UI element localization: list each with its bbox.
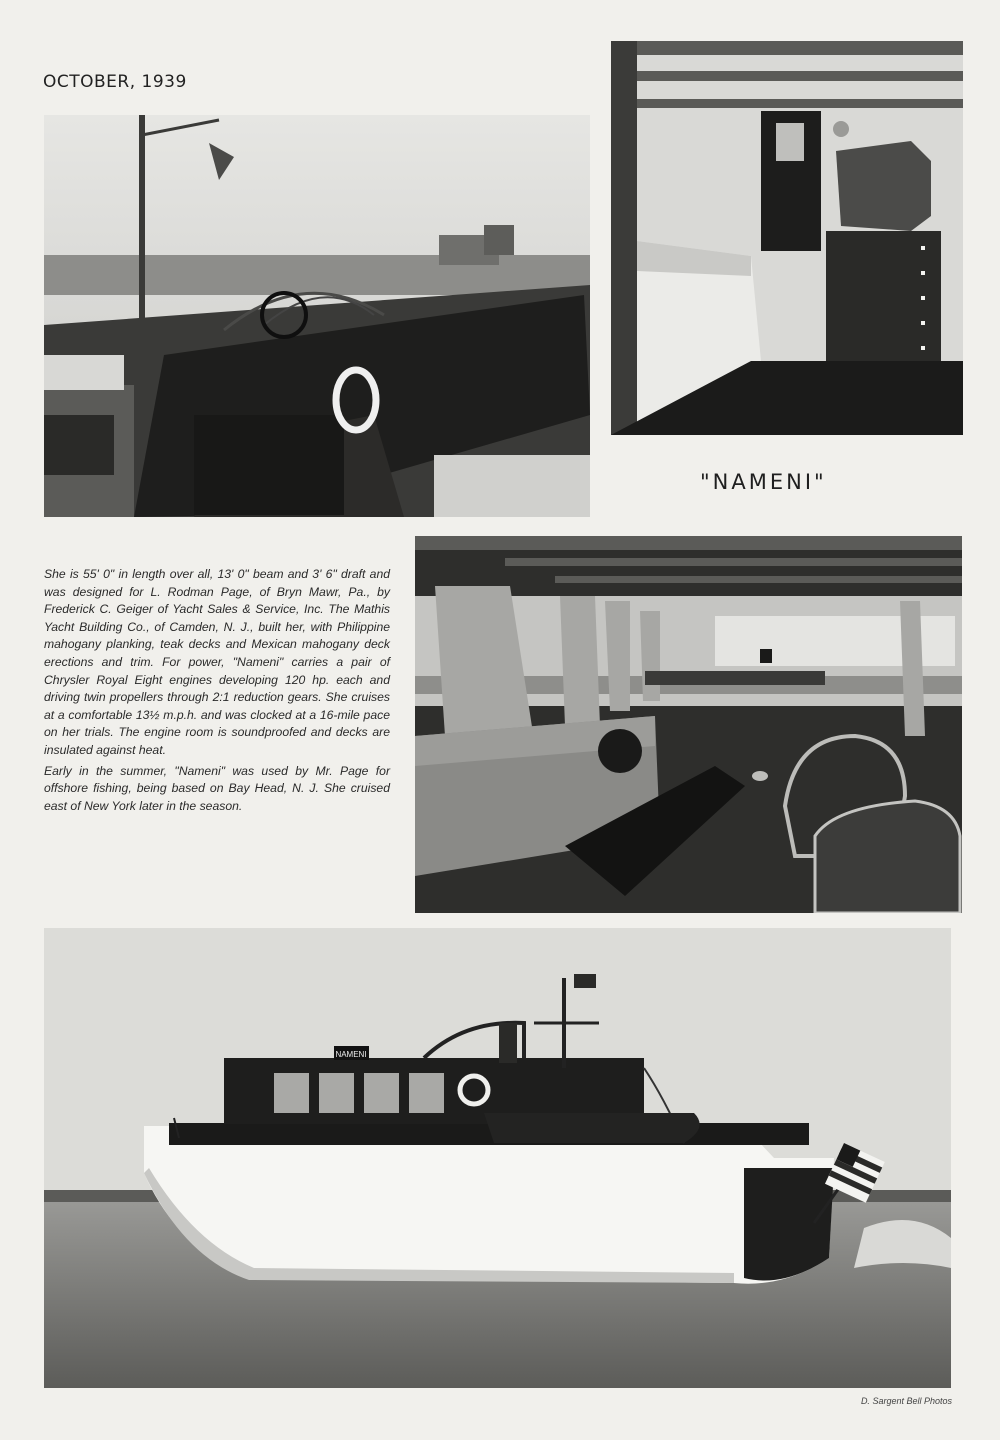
date-line: OCTOBER, 1939 bbox=[43, 72, 187, 92]
photo-credit: D. Sargent Bell Photos bbox=[860, 1396, 952, 1406]
deck-cockpit-photo bbox=[44, 115, 590, 517]
article-paragraph: She is 55' 0" in length over all, 13' 0" beam and 3' 6" draft and was designed for L. Rodman Page, of Bryn Mawr, Pa., by Frederick C. Geiger of Yacht Sales & Service, Inc. The Mathis Yacht Building Co., of Camden, N. J., built her, with Philippine mahogany planking, teak decks and Mexican mahogany deck erections and trim. For power, "Nameni" carries a pair of Chrysler Royal Eight engines developing 120 hp. each and driving twin propellers through 2:1 reduction gears. She cruises at a comfortable 13½ m.p.h. and was clocked at a 16-mile pace on her trials. The engine room is soundproofed and decks are insulated against heat. bbox=[44, 567, 390, 757]
boat-underway-photo bbox=[44, 928, 951, 1388]
name-board: NAMENI bbox=[335, 1050, 367, 1059]
boat-title: "NAMENI" bbox=[700, 470, 827, 494]
article-body bbox=[44, 566, 390, 818]
article-paragraph: Early in the summer, "Nameni" was used by Mr. Page for offshore fishing, being based on Bay Head, N. J. She cruised east of New York later in the season. bbox=[44, 763, 390, 813]
cabin-interior-photo bbox=[611, 41, 963, 435]
saloon-interior-photo bbox=[415, 536, 962, 913]
